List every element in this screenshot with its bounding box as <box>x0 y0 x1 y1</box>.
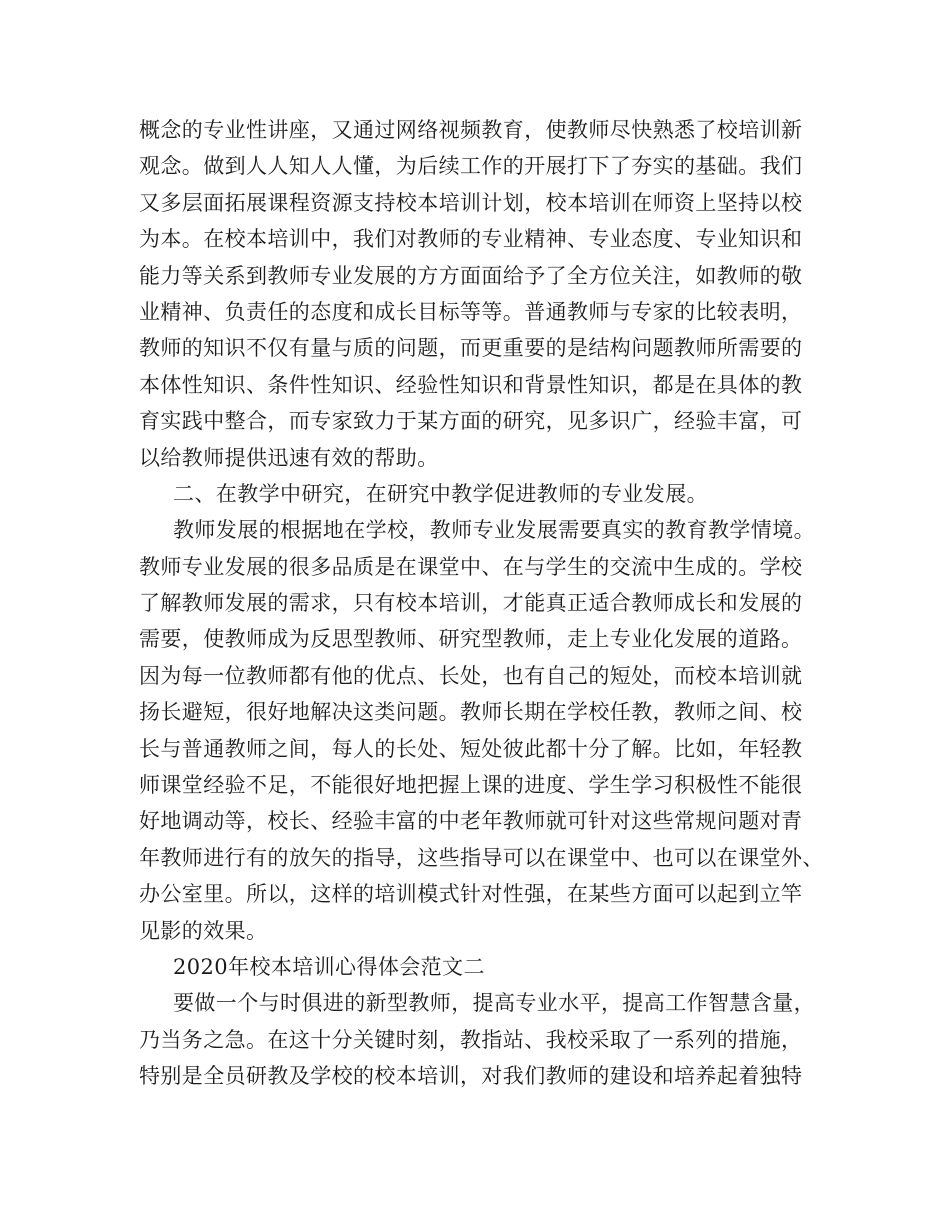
text-line: 教师发展的根据地在学校，教师专业发展需要真实的教育教学情境。 <box>173 518 815 543</box>
text-line: 好地调动等，校长、经验丰富的中老年教师就可针对这些常规问题对青 <box>139 809 803 834</box>
text-line: 因为每一位教师都有他的优点、长处，也有自己的短处，而校本培训就 <box>139 663 803 688</box>
text-line: 能力等关系到教师专业发展的方方面面给予了全方位关注，如教师的敬 <box>139 263 803 288</box>
text-line: 以给教师提供迅速有效的帮助。 <box>139 445 439 470</box>
text-line: 要做一个与时俱进的新型教师，提高专业水平，提高工作智慧含量， <box>173 991 815 1016</box>
text-line: 2020年校本培训心得体会范文二 <box>173 954 485 979</box>
text-line: 年教师进行有的放矢的指导，这些指导可以在课堂中、也可以在课堂外、 <box>139 845 824 870</box>
text-line: 教师专业发展的很多品质是在课堂中、在与学生的交流中生成的。学校 <box>139 554 803 579</box>
text-line: 二、在教学中研究，在研究中教学促进教师的专业发展。 <box>173 481 708 506</box>
text-line: 教师的知识不仅有量与质的问题，而更重要的是结构问题教师所需要的 <box>139 336 803 361</box>
text-line: 长与普通教师之间，每人的长处、短处彼此都十分了解。比如，年轻教 <box>139 736 803 761</box>
text-line: 业精神、负责任的态度和成长目标等等。普通教师与专家的比较表明， <box>139 299 803 324</box>
text-line: 本体性知识、条件性知识、经验性知识和背景性知识，都是在具体的教 <box>139 372 803 397</box>
text-line: 扬长避短，很好地解决这类问题。教师长期在学校任教，教师之间、校 <box>139 700 803 725</box>
text-line: 见影的效果。 <box>139 918 268 943</box>
text-line: 了解教师发展的需求，只有校本培训，才能真正适合教师成长和发展的 <box>139 591 803 616</box>
text-line: 办公室里。所以，这样的培训模式针对性强，在某些方面可以起到立竿 <box>139 882 803 907</box>
document-body <box>139 112 839 1095</box>
text-line: 特别是全员研教及学校的校本培训，对我们教师的建设和培养起着独特 <box>139 1064 803 1089</box>
text-line: 为本。在校本培训中，我们对教师的专业精神、专业态度、专业知识和 <box>139 227 803 252</box>
text-line: 观念。做到人人知人人懂，为后续工作的开展打下了夯实的基础。我们 <box>139 154 803 179</box>
text-line: 又多层面拓展课程资源支持校本培训计划，校本培训在师资上坚持以校 <box>139 190 803 215</box>
text-line: 概念的专业性讲座，又通过网络视频教育，使教师尽快熟悉了校培训新 <box>139 118 803 142</box>
text-line: 师课堂经验不足，不能很好地把握上课的进度、学生学习积极性不能很 <box>139 773 803 798</box>
text-line: 乃当务之急。在这十分关键时刻，教指站、我校采取了一系列的措施， <box>139 1027 803 1052</box>
text-line: 育实践中整合，而专家致力于某方面的研究，见多识广，经验丰富，可 <box>139 409 803 434</box>
text-line: 需要，使教师成为反思型教师、研究型教师，走上专业化发展的道路。 <box>139 627 803 652</box>
